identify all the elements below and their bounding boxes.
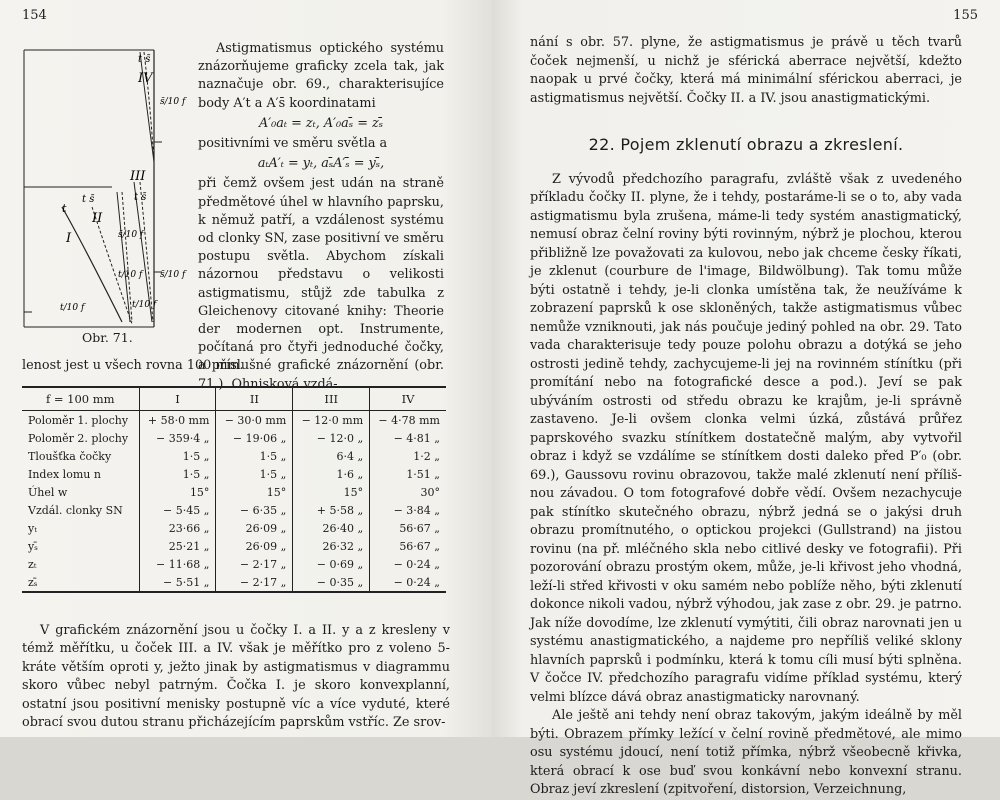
row-label: Index lomu n — [28, 467, 101, 481]
table-header: I — [139, 387, 216, 411]
row-label: zₛ̄ — [22, 573, 139, 592]
table-cell: − 0·69 „ — [293, 555, 370, 573]
paragraph: Ale ještě ani tehdy není obraz takovým, jakým ideálně by měl býti. Obrazem přímky ležící v čelní rovině předmětové, ale mimo osu systému jdoucí, není totiž přímka, nýbrž všeobecně křivka, která obrací k ose buď svou konkávní nebo konvexní stranu. Obraz jeví zkreslení (zpitvoření, distorsion, Verzeichnung, — [530, 708, 962, 797]
table-row — [22, 537, 446, 555]
table-row — [22, 555, 446, 573]
fig-label: t/10 f — [60, 303, 85, 313]
right-column — [530, 34, 962, 800]
table-cell: 25·21 „ — [139, 537, 216, 555]
fig-label: II — [92, 211, 103, 226]
table-cell: 23·66 „ — [139, 519, 216, 537]
table-cell: − 359·4 „ — [139, 429, 216, 447]
table-cell: 15° — [216, 483, 293, 501]
table-cell: 26·09 „ — [216, 537, 293, 555]
table-cell: − 12·0 mm — [293, 411, 370, 430]
table-row — [22, 411, 446, 430]
table-cell: 1·5 „ — [216, 447, 293, 465]
left-page — [0, 0, 492, 737]
table-cell: 56·67 „ — [370, 519, 446, 537]
figure-71 — [22, 42, 192, 332]
equation: aₜA′ₜ = yₜ, aₛ̄A′ₛ̄ = yₛ̄, — [257, 156, 385, 172]
fig-label: t s̄ — [134, 192, 147, 203]
side-text — [198, 40, 444, 394]
table-cell: − 4·81 „ — [370, 429, 446, 447]
fig-label: s̄/10 f — [160, 270, 186, 280]
table-cell: − 5·45 „ — [139, 501, 216, 519]
table-header: IV — [370, 387, 446, 411]
fig-label: I — [66, 231, 72, 246]
section-title: 22. Pojem zklenutí obrazu a zkreslení. — [588, 135, 904, 154]
table-cell: 26·32 „ — [293, 537, 370, 555]
table-header: III — [293, 387, 370, 411]
paragraph: nání s obr. 57. plyne, že astigmatismus je právě u těch tvarů čoček nejmenší, u nichž je sférická aberrace největší, kdežto naopak u prvé čočky, která má minimální sférickou aberraci, je astigmatismus největší. Čočky II. a IV. jsou anastigmatickými. — [530, 35, 962, 106]
row-label: zₜ — [28, 557, 37, 571]
bottom-text — [22, 622, 450, 732]
table-cell: + 5·58 „ — [293, 501, 370, 519]
paragraph: Astigmatismus optického systému znázorňujeme graficky zcela tak, jak naznačuje obr. 69., charakterisujíce body A′t a A′s̄ koordinatami — [198, 41, 444, 111]
row-label: Tloušťka čočky — [28, 449, 112, 463]
table-cell: 1·2 „ — [370, 447, 446, 465]
fig-label: t s̄ — [138, 54, 151, 65]
table-cell: − 12·0 „ — [293, 429, 370, 447]
fig-label: III — [130, 169, 146, 184]
table-cell: 26·40 „ — [293, 519, 370, 537]
paragraph: lenost jest u všech rovna 100 mm. — [22, 358, 244, 373]
table-cell: − 4·78 mm — [370, 411, 446, 430]
row-label: yₛ̄ — [28, 539, 38, 553]
table-cell: 1·6 „ — [293, 465, 370, 483]
fig-label: IV — [138, 71, 153, 86]
table-cell: − 2·17 „ — [216, 555, 293, 573]
figure-caption: Obr. 71. — [82, 330, 133, 345]
paragraph: positivními ve směru světla a — [198, 136, 388, 152]
table-row — [22, 519, 446, 537]
table-cell: − 11·68 „ — [139, 555, 216, 573]
table-cell: 30° — [370, 483, 446, 501]
paragraph: V grafickém znázornění jsou u čočky I. a II. y a z kresleny v témž měřítku, u čoček III. a IV. však je měřítko pro z voleno 5-kráte větším oproti y, ježto jinak by astigmatismus v diagrammu skoro vůbec nebyl patrným. Čočka I. je skoro konvexplanní, ostatní jsou positivní menisky postupně víc a více vyduté, které obrací svou dutou stranu přicházejícím paprskům vstříc. Ze srov- — [22, 623, 450, 731]
table-cell: 6·4 „ — [293, 447, 370, 465]
table-cell: − 5·51 „ — [139, 573, 216, 592]
table-header: II — [216, 387, 293, 411]
table-cell: − 3·84 „ — [370, 501, 446, 519]
table-cell: − 19·06 „ — [216, 429, 293, 447]
fig-label: t/10 f — [132, 300, 157, 310]
table-cell: 1·5 „ — [139, 447, 216, 465]
page-number-right: 155 — [953, 8, 978, 23]
table-row — [22, 447, 446, 465]
table-cell: 1·5 „ — [216, 465, 293, 483]
table-row — [22, 465, 446, 483]
table-row — [22, 573, 446, 592]
row-label: Úhel w — [28, 485, 68, 499]
table-cell: − 6·35 „ — [216, 501, 293, 519]
row-label: Poloměr 1. plochy — [28, 413, 129, 427]
row-label: Vzdál. clonky SN — [28, 503, 123, 517]
astigmatism-diagram — [22, 42, 192, 332]
table-cell: 15° — [293, 483, 370, 501]
fig-label: s̄/10 f — [118, 230, 144, 240]
table-cell: 1·51 „ — [370, 465, 446, 483]
table-cell: + 58·0 mm — [139, 411, 216, 430]
table-row — [22, 429, 446, 447]
table-cell: − 0·24 „ — [370, 573, 446, 592]
table-cell: − 0·24 „ — [370, 555, 446, 573]
table-cell: 1·5 „ — [139, 465, 216, 483]
table-cell: 56·67 „ — [370, 537, 446, 555]
row-label: yₜ — [28, 521, 37, 535]
fig-label: t — [62, 202, 67, 215]
paragraph: Z vývodů předchozího paragrafu, zvláště však z uvedeného příkladu čočky II. plyne, že i tehdy, postaráme-li se o to, aby vada astigmatismu byla zrušena, máme-li tedy systém anastigmatický, nemusí obraz čelní roviny býti rovinným, nýbrž je plochou, kterou přibližně lze považovati za kulovou, nebo jak chceme česky říkati, je zklenut (courbure de l'image, Bildwölbung). Tak tomu může býti ostatně i tehdy, je-li clonka umístěna tak, že neužíváme k zobrazení paprsků k ose skloněných, takže astigmatismus vůbec nemůže vzniknouti, jak nás poučuje jediný pohled na obr. 29. Tato vada charakterisuje tedy pouze polohu obrazu a dotýká se jeho ostrosti jedině tehdy, zachycujeme-li jej na rovinném stínítku (při promítání nebo na fotografické desce a pod.). Jeví se pak ubýváním ostrosti od středu obrazu ke krajům, je-li správně zastaveno. Je-li ovšem clonka velmi úzká, zůstává průřez paprskového svazku stínítkem dostatečně malým, aby vytvořil obraz i když se vzdálíme se stínítkem dosti daleko před P′₀ (obr. 69.), Gaussovu rovinu obrazovou, takže malé zklenutí není přílišnou závadou. O tom fotografové dobře vědí. Ovšem nezachycuje pak stínítko skutečného obrazu, nýbrž jedná se o jakýsi druh obrazu promítnutého, o optickou projekci (Gullstrand) na jistou rovinu (na př. mléčného skla nebo citlivé desky ve fotografii). Při pozorování obrazu prostým okem, může, je-li křivost jeho vhodná, leží-li střed křivosti v oku samém nebo poblíže něho, býti zklenutí dokonce nikoli vadou, nýbrž výhodou, jak zase z obr. 29. je patrno. Jak níže dovodíme, lze zklenutí vymýtiti, čili obraz narovnati jen u systému anastigmatického, a najdeme pro nepříliš veliké sklony hlavních paprsků i podmínku, která k tomu cíli musí býti splněna. V čočce IV. předchozího paragrafu vidíme příklad systému, který velmi blízce dává obraz anastigmaticky narovnaný. — [530, 171, 962, 705]
table-cell: − 2·17 „ — [216, 573, 293, 592]
table-cell: 15° — [139, 483, 216, 501]
right-page — [492, 0, 1000, 797]
fig-label: t s̄ — [82, 194, 95, 205]
table-cell: − 0·35 „ — [293, 573, 370, 592]
table-row — [22, 501, 446, 519]
row-label: Poloměr 2. plochy — [28, 431, 129, 445]
paragraph: při čemž ovšem jest udán na straně předmětové úhel w hlavního paprsku, k němuž patří, a vzdálenost systému od clonky SN, zase positivní ve směru postupu světla. Abychom získali názornou představu o velikosti astigmatismu, stůjž zde tabulka z Gleichenovy citované knihy: Theorie der modernen opt. Instrumente, počítaná pro čtyři jednoduché čočky, a příslušné grafické znázornění (obr. 71.). Ohnisková vzdá- — [198, 176, 444, 392]
table-row — [22, 483, 446, 501]
table-header: f = 100 mm — [22, 387, 139, 411]
page-number-left: 154 — [22, 8, 47, 23]
fig-label: t/10 f — [118, 270, 143, 280]
equation: A′₀aₜ = zₜ, A′₀aₛ̄ = zₛ̄ — [258, 115, 384, 131]
table-cell: − 30·0 mm — [216, 411, 293, 430]
fig-label: s̄/10 f — [160, 97, 186, 107]
lens-table — [22, 386, 446, 593]
table-cell: 26·09 „ — [216, 519, 293, 537]
